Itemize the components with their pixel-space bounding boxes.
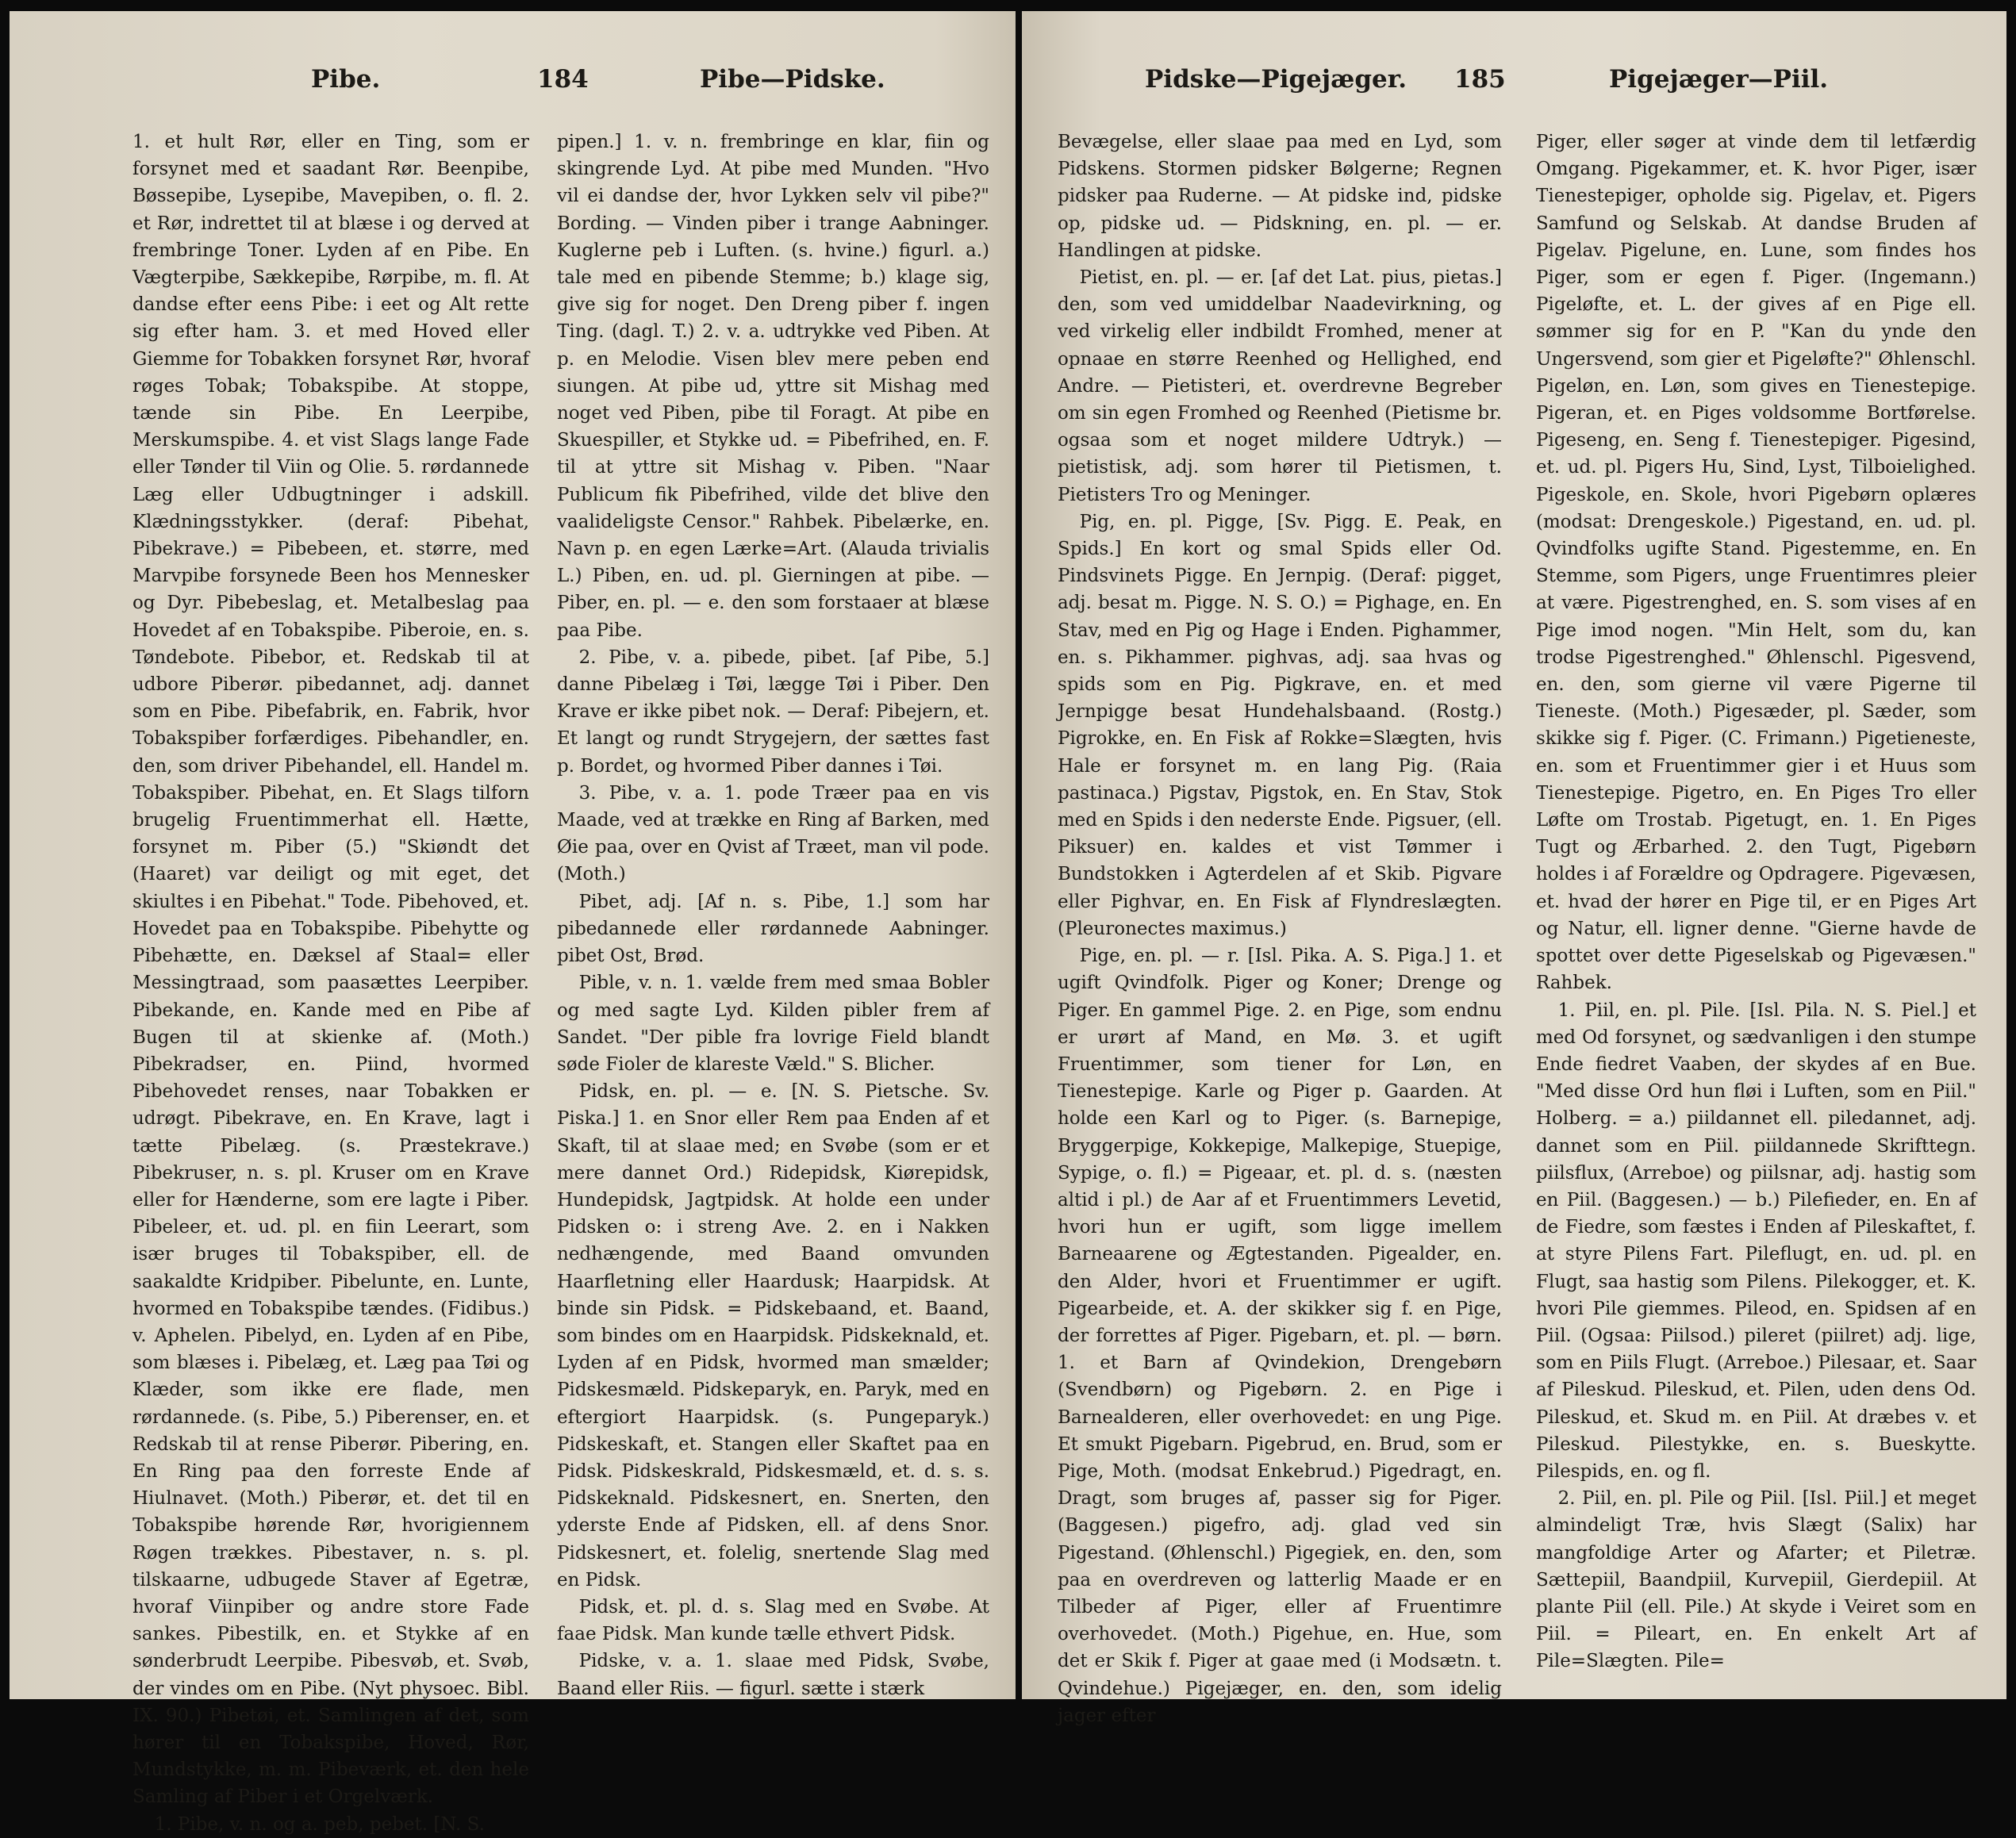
header-word: Pibe. (311, 65, 381, 94)
page-header (1022, 65, 2006, 113)
header-word: Pigejæger—Piil. (1609, 65, 1829, 94)
header-range: Pidske—Pigejæger. (1145, 65, 1407, 94)
entry-paragraph: 1. Pibe, v. n. og a. peb, pebet. [N. S. (154, 1813, 485, 1835)
entry-paragraph: 3. Pibe, v. a. 1. pode Træer paa en vis Maade, ved at trække en Ring af Barken, med Øie paa, over en Qvist af Træet, man vil pode. (Moth.) (557, 782, 989, 885)
entry-paragraph: Pietist, en. pl. — er. [af det Lat. pius, pietas.] den, som ved umiddelbar Naadevirkning, og ved virkelig eller indbildt Fromhed, mener at opnaae en større Reenhed og Hellighed, end Andre. — Pietisteri, et. overdrevne Begreber om sin egen Fromhed og Reenhed (Pietisme br. ogsaa som et noget mildere Udtryk.) — pietistisk, adj. som hører til Pietismen, t. Pietisters Tro og Meninger. (1058, 267, 1502, 505)
entry-paragraph: Pige, en. pl. — r. [Isl. Pika. A. S. Piga.] 1. et ugift Qvindfolk. Piger og Koner; Drenge og Piger. En gammel Pige. 2. en Pige, som endnu er urørt af Mand, en Mø. 3. et ugift Fruentimmer, som tiener for Løn, en Tienestepige. Karle og Piger p. Gaarden. At holde een Karl og to Piger. (s. Barnepige, Bryggerpige, Kokkepige, Malkepige, Stuepige, Sypige, o. fl.) = Pigeaar, et. pl. d. s. (næsten altid i pl.) de Aar af et Fruentimmers Levetid, hvori hun er ugift, som ligge imellem Barneaarene og Ægtestanden. Pigealder, en. den Alder, hvori et Fruentimmer er ugift. Pigearbeide, et. A. der skikker sig f. en Pige, der forrettes af Piger. Pigebarn, et. pl. — børn. 1. et Barn af Qvindekion, Drengebørn (Svendbørn) og Pigebørn. 2. en Pige i Barnealderen, eller overhovedet: en ung Pige. Et smukt Pigebarn. Pigebrud, en. Brud, som er Pige, Moth. (modsat Enkebrud.) Pigedragt, en. Dragt, som bruges af, passer sig for Piger. (Baggesen.) pigefro, adj. glad ved sin Pigestand. (Øhlenschl.) Pigegiek, en. den, som paa en overdreven og latterlig Maade er en Tilbeder af Piger, eller af Fruentimre overhovedet. (Moth.) Pigehue, en. Hue, som det er Skik f. Piger at gaae med (i Modsætn. t. Qvindehue.) Pigejæger, en. den, som idelig jager efter (1058, 946, 1502, 1726)
right-page (1022, 11, 2006, 1726)
column-2 (557, 129, 989, 1699)
header-range: Pibe—Pidske. (700, 65, 885, 94)
page-header (10, 65, 1016, 113)
entry-paragraph: Pidske, v. a. 1. slaae med Pidsk, Svøbe, Baand eller Riis. — figurl. sætte i stærk (557, 1651, 989, 1699)
entry-paragraph: 2. Pibe, v. a. pibede, pibet. [af Pibe, 5.] danne Pibelæg i Tøi, lægge Tøi i Piber. Den Krave er ikke pibet nok. — Deraf: Pibejern, et. Et langt og rundt Strygejern, der sættes fast p. Bordet, og hvormed Piber dannes i Tøi. (557, 647, 989, 777)
page-number: 184 (537, 65, 589, 94)
entry-paragraph: 1. Piil, en. pl. Pile. [Isl. Pila. N. S. Piel.] et med Od forsynet, og sædvanligen i den stumpe Ende fiedret Vaaben, der skydes af en Bue. "Med disse Ord hun fløi i Luften, som en Piil." Holberg. = a.) piildannet ell. piledannet, adj. dannet som en Piil. piildannede Skrifttegn. piilsflux, (Arreboe) og piilsnar, adj. hastig som en Piil. (Baggesen.) — b.) Pilefieder, en. En af de Fiedre, som fæstes i Enden af Pileskaftet, f. at styre Pilens Fart. Pileflugt, en. ud. pl. en Flugt, saa hastig som Pilens. Pilekogger, et. K. hvori Pile giemmes. Pileod, en. Spidsen af en Piil. (Ogsaa: Piilsod.) pileret (piilret) adj. lige, som en Piils Flugt. (Arreboe.) Pilesaar, et. Saar af Pileskud. Pileskud, et. Pilen, uden dens Od. Pileskud, et. Skud m. en Piil. At dræbes v. et Pileskud. Pilestykke, en. s. Bueskytte. Pilespids, en. og fl. (1536, 1000, 1976, 1482)
entry-paragraph: Bevægelse, eller slaae paa med en Lyd, som Pidskens. Stormen pidsker Bølgerne; Regnen pidsker paa Ruderne. — At pidske ind, pidske op, pidske ud. — Pidskning, en. pl. — er. Handlingen at pidske. (1058, 132, 1502, 261)
entry-paragraph: Pig, en. pl. Pigge, [Sv. Pigg. E. Peak, en Spids.] En kort og smal Spids eller Od. Pindsvinets Pigge. En Jernpig. (Deraf: pigget, adj. besat m. Pigge. N. S. O.) = Pighage, en. En Stav, med en Pig og Hage i Enden. Pighammer, en. s. Pikhammer. pighvas, adj. saa hvas og spids som en Pig. Pigkrave, en. et med Jernpigge besat Hundehalsbaand. (Rostg.) Pigrokke, en. En Fisk af Rokke=Slægten, hvis Hale er forsynet m. en lang Pig. (Raia pastinaca.) Pigstav, Pigstok, en. En Stav, Stok med en Spids i den nederste Ende. Pigsuer, (ell. Piksuer) en. kaldes et vist Tømmer i Bundstokken i Agterdelen af et Skib. Pigvare eller Pighvar, en. En Fisk af Flyndreslægten. (Pleuronectes maximus.) (1058, 511, 1502, 939)
entry-paragraph: pipen.] 1. v. n. frembringe en klar, fiin og skingrende Lyd. At pibe med Munden. "Hvo vil ei dandse der, hvor Lykken selv vil pibe?" Bording. — Vinden piber i trange Aabninger. Kuglerne peb i Luften. (s. hvine.) figurl. a.) tale med en pibende Stemme; b.) klage sig, give sig for noget. Den Dreng piber f. ingen Ting. (dagl. T.) 2. v. a. udtrykke ved Piben. At p. en Melodie. Visen blev mere peben end siungen. At pibe ud, yttre sit Mishag med noget ved Piben, pibe til Foragt. At pibe en Skuespiller, et Stykke ud. = Pibefrihed, en. F. til at yttre sit Mishag v. Piben. "Naar Publicum fik Pibefrihed, vilde det blive den vaalideligste Censor." Rahbek. Pibelærke, en. Navn p. en egen Lærke=Art. (Alauda trivialis L.) Piben, en. ud. pl. Gierningen at pibe. — Piber, en. pl. — e. den som forstaaer at blæse paa Pibe. (557, 132, 989, 641)
entry-paragraph: Piger, eller søger at vinde dem til letfærdig Omgang. Pigekammer, et. K. hvor Piger, især Tienestepiger, opholde sig. Pigelav, et. Pigers Samfund og Selskab. At dandse Bruden af Pigelav. Pigelune, en. Lune, som findes hos Piger, som er egen f. Piger. (Ingemann.) Pigeløfte, et. L. der gives af en Pige ell. sømmer sig for en P. "Kan du ynde den Ungersvend, som gier et Pigeløfte?" Øhlenschl. Pigeløn, en. Løn, som gives en Tienestepige. Pigeran, et. en Piges voldsomme Bortførelse. Pigeseng, en. Seng f. Tienestepiger. Pigesind, et. ud. pl. Pigers Hu, Sind, Lyst, Tilboielighed. Pigeskole, en. Skole, hvori Pigebørn oplæres (modsat: Drengeskole.) Pigestand, en. ud. pl. Qvindfolks ugifte Stand. Pigestemme, en. En Stemme, som Pigers, unge Fruentimres pleier at være. Pigestrenghed, en. S. som vises af en Pige imod nogen. "Min Helt, som du, kan trodse Pigestrenghed." Øhlenschl. Pigesvend, en. den, som gierne vil være Pigerne til Tieneste. (Moth.) Pigesæder, pl. Sæder, som skikke sig f. Piger. (C. Frimann.) Pigetieneste, en. som et Fruentimmer gier i et Huus som Tienestepige. Pigetro, en. En Piges Tro eller Løfte om Trostab. Pigetugt, en. 1. En Piges Tugt og Ærbarhed. 2. den Tugt, Pigebørn holdes i af Forældre og Opdragere. Pigevæsen, et. hvad der hører en Pige til, er en Piges Art og Natur, ell. ligner denne. "Gierne havde de spottet over dette Pigeselskab og Pigevæsen." Rahbek. (1536, 132, 1976, 994)
column-2 (1536, 129, 1976, 1675)
entry-paragraph: 1. et hult Rør, eller en Ting, som er forsynet med et saadant Rør. Beenpibe, Bøssepibe, Lysepibe, Mavepiben, o. fl. 2. et Rør, indrettet til at blæse i og derved at frembringe Toner. Lyden af en Pibe. En Vægterpibe, Sækkepibe, Rørpibe, m. fl. At dandse efter eens Pibe: i eet og Alt rette sig efter ham. 3. et med Hoved eller Giemme for Tobakken forsynet Rør, hvoraf røges Tobak; Tobakspibe. At stoppe, tænde sin Pibe. En Leerpibe, Merskumspibe. 4. et vist Slags lange Fade eller Tønder til Viin og Olie. 5. rørdannede Læg eller Udbugtninger i adskill. Klædningsstykker. (deraf: Pibehat, Pibekrave.) = Pibebeen, et. større, med Marvpibe forsynede Been hos Mennesker og Dyr. Pibebeslag, et. Metalbeslag paa Hovedet af en Tobakspibe. Piberoie, en. s. Tøndebote. Pibebor, et. Redskab til at udbore Piberør. pibedannet, adj. dannet som en Pibe. Pibefabrik, en. Fabrik, hvor Tobakspiber forfærdiges. Pibehandler, en. den, som driver Pibehandel, ell. Handel m. Tobakspiber. Pibehat, en. Et Slags tilforn brugelig Fruentimmerhat ell. Hætte, forsynet m. Piber (5.) "Skiøndt det (Haaret) var deiligt og mit eget, det skiultes i en Pibehat." Tode. Pibehoved, et. Hovedet paa en Tobakspibe. Pibehytte og Pibehætte, en. Dæksel af Staal= eller Messingtraad, som paasættes Leerpiber. Pibekande, en. Kande med en Pibe af Bugen til at skienke af. (Moth.) Pibekradser, en. Piind, hvormed Pibehovedet renses, naar Tobakken er udrøgt. Pibekrave, en. En Krave, lagt i tætte Pibelæg. (s. Præstekrave.) Pibekruser, n. s. pl. Kruser om en Krave eller for Hænderne, som ere lagte i Piber. Pibeleer, et. ud. pl. en fiin Leerart, som især bruges til Tobakspiber, ell. de saakaldte Kridpiber. Pibelunte, en. Lunte, hvormed en Tobakspibe tændes. (Fidibus.) v. Aphelen. Pibelyd, en. Lyden af en Pibe, som blæses i. Pibelæg, et. Læg paa Tøi og Klæder, som ikke ere flade, men rørdannede. (s. Pibe, 5.) Piberenser, en. et Redskab til at rense Piberør. Pibering, en. En Ring paa den forreste Ende af Hiulnavet. (Moth.) Piberør, et. det til en Tobakspibe hørende Rør, hvorigiennem Røgen trækkes. Pibestaver, n. s. pl. tilskaarne, udbugede Staver af Egetræ, hvoraf Viinpiber og andre store Fade sankes. Pibestilk, en. et Stykke af en sønderbrudt Leerpibe. Pibesvøb, et. Svøb, der vindes om en Pibe. (Nyt physoec. Bibl. IX. 90.) Pibetøi, et. Samlingen af det, som hører til en Tobakspibe, Hoved, Rør, Mundstykke, m. m. Pibeværk, et. den hele Samling af Piber i et Orgelværk. (132, 132, 529, 1808)
entry-paragraph: Pidsk, et. pl. d. s. Slag med en Svøbe. At faae Pidsk. Man kunde tælle ethvert Pidsk. (557, 1596, 989, 1645)
page-number: 185 (1454, 65, 1506, 94)
column-1 (1058, 129, 1502, 1726)
entry-paragraph: Pible, v. n. 1. vælde frem med smaa Bobler og med sagte Lyd. Kilden pibler frem af Sandet. "Der pible fra lovrige Field blandt søde Fioler de klareste Væld." S. Blicher. (557, 973, 989, 1075)
entry-paragraph: Pibet, adj. [Af n. s. Pibe, 1.] som har pibedannede eller rørdannede Aabninger. pibet Ost, Brød. (557, 891, 989, 967)
entry-paragraph: Pidsk, en. pl. — e. [N. S. Pietsche. Sv. Piska.] 1. en Snor eller Rem paa Enden af et Skaft, til at slaae med; en Svøbe (som er et mere dannet Ord.) Ridepidsk, Kiørepidsk, Hundepidsk, Jagtpidsk. At holde een under Pidsken o: i streng Ave. 2. en i Nakken nedhængende, med Baand omvunden Haarfletning eller Haardusk; Haarpidsk. At binde sin Pidsk. = Pidskebaand, et. Baand, som bindes om en Haarpidsk. Pidskeknald, et. Lyden af en Pidsk, hvormed man smælder; Pidskesmæld. Pidskeparyk, en. Paryk, med en eftergiort Haarpidsk. (s. Pungeparyk.) Pidskeskaft, et. Stangen eller Skaftet paa en Pidsk. Pidskeskrald, Pidskesmæld, et. d. s. s. Pidskeknald. Pidskesnert, en. Snerten, den yderste Ende af Pidsken, ell. af dens Snor. Pidskesnert, et. folelig, snertende Slag med en Pidsk. (557, 1081, 989, 1591)
entry-paragraph: 2. Piil, en. pl. Pile og Piil. [Isl. Piil.] et meget almindeligt Træ, hvis Slægt (Salix) har mangfoldige Arter og Afarter; et Piletræ. Sættepiil, Baandpiil, Kurvepiil, Gierdepiil. At plante Piil (ell. Pile.) At skyde i Veiret som en Piil. = Pileart, en. En enkelt Art af Pile=Slægten. Pile= (1536, 1488, 1976, 1672)
left-page (10, 11, 1016, 1835)
column-1 (132, 129, 529, 1835)
